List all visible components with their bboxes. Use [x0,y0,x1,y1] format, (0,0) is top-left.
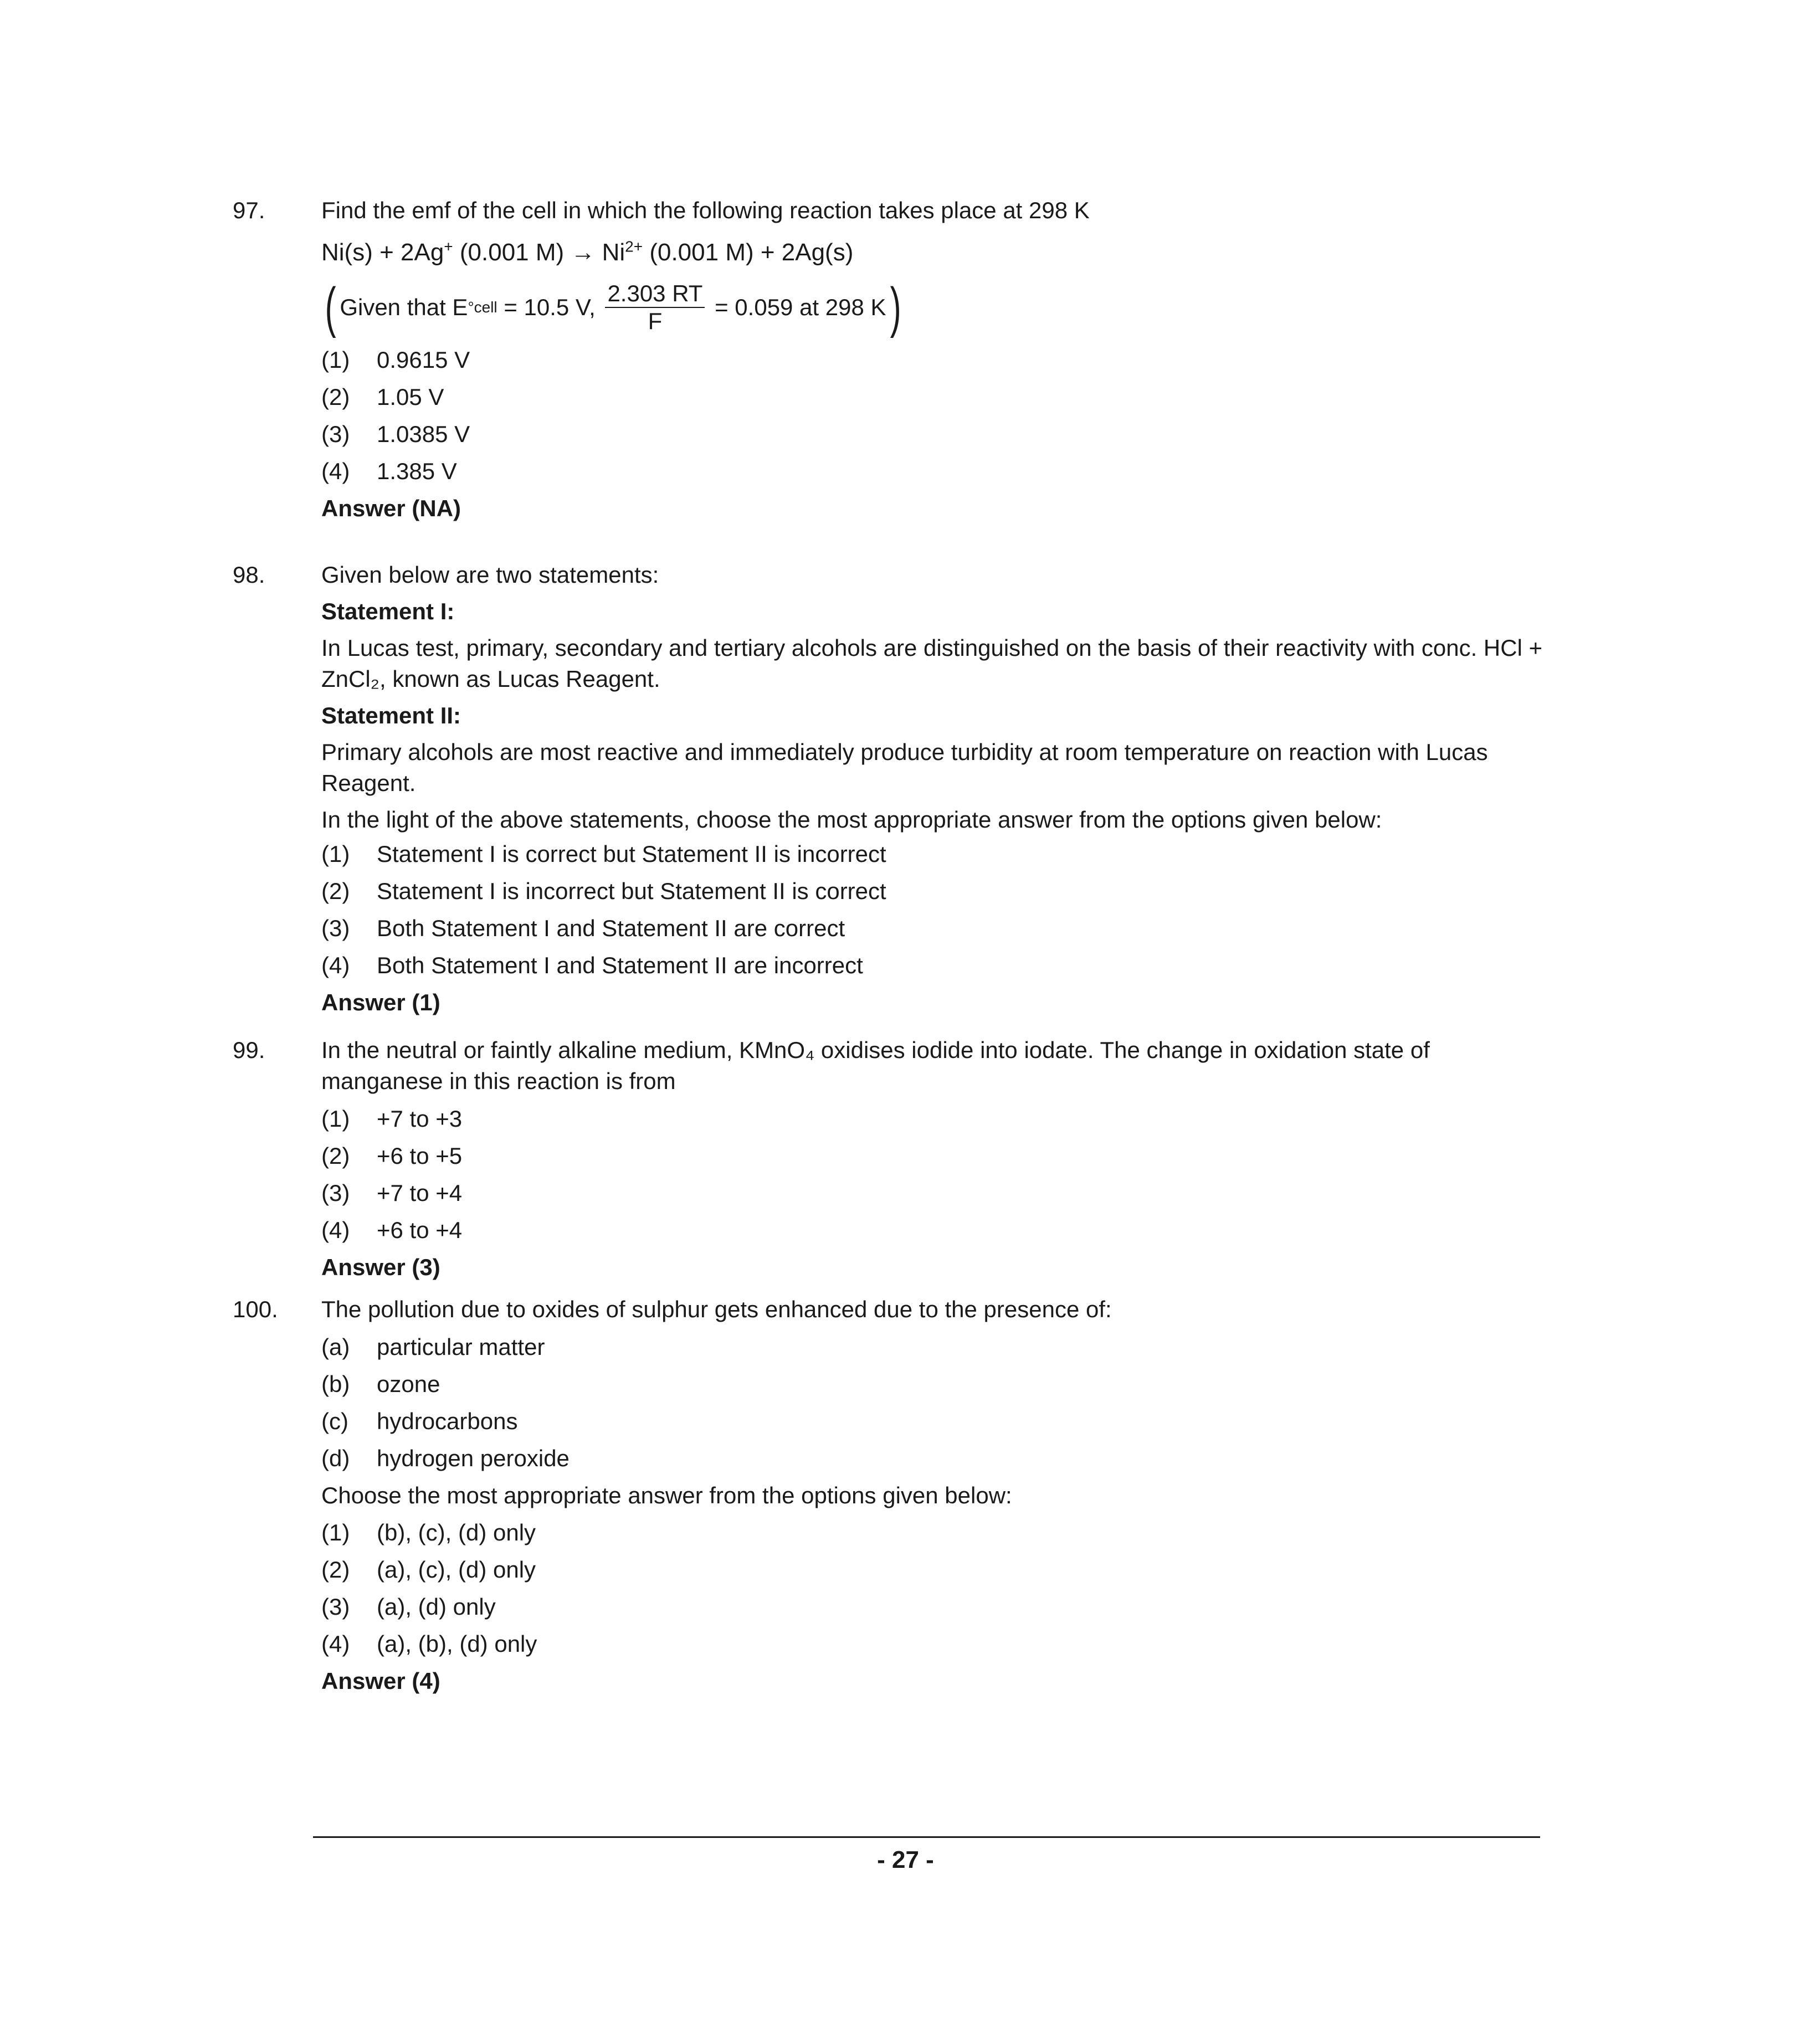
answer: Answer (NA) [321,495,461,521]
option: (2) (a), (c), (d) only [321,1556,536,1583]
left-paren: ( [325,276,336,338]
page-number: - 27 - [877,1846,934,1873]
option: (3) +7 to +4 [321,1179,463,1206]
statement-1-text: In Lucas test, primary, secondary and tertiary alcohols are distinguished on the basis of their reactivity with conc. HCl + ZnCl₂, known as Lucas Reagent. [321,635,1543,692]
option: (1) 0.9615 V [321,346,470,373]
option: (4) 1.385 V [321,458,457,484]
question-98 [233,559,1551,1021]
options-prompt: In the light of the above statements, choose the most appropriate answer from the options given below: [321,807,1382,833]
question-stem: Find the emf of the cell in which the following reaction takes place at 298 K [321,197,1090,223]
list-item: (d) hydrogen peroxide [321,1445,570,1471]
statement-2-title: Statement II: [321,702,461,728]
option: (4) Both Statement I and Statement II are incorrect [321,952,863,978]
answer: Answer (1) [321,989,440,1015]
question-stem: The pollution due to oxides of sulphur gets enhanced due to the presence of: [321,1296,1112,1322]
option: (2) +6 to +5 [321,1142,463,1169]
option: (3) 1.0385 V [321,420,470,447]
answer: Answer (4) [321,1667,440,1694]
option: (1) Statement I is correct but Statement II is incorrect [321,840,886,867]
answer: Answer (3) [321,1254,440,1280]
option: (4) (a), (b), (d) only [321,1630,537,1657]
question-100 [233,1294,1551,1699]
option: (1) (b), (c), (d) only [321,1519,536,1545]
question-stem: In the neutral or faintly alkaline medium, KMnO₄ oxidises iodide into iodate. The change in oxidation state of manganese in this reaction is from [321,1037,1430,1094]
statement-1-title: Statement I: [321,598,455,624]
option: (2) Statement I is incorrect but Statement II is correct [321,877,886,904]
options-prompt: Choose the most appropriate answer from the options given below: [321,1482,1012,1508]
items-list [321,1328,1551,1477]
list-item: (c) hydrocarbons [321,1408,518,1434]
option: (1) +7 to +3 [321,1105,463,1132]
list-item: (a) particular matter [321,1333,545,1360]
option: (3) Both Statement I and Statement II are correct [321,915,845,941]
options-list [321,1514,1551,1662]
question-number: 99. [233,1037,265,1063]
option: (4) +6 to +4 [321,1216,463,1243]
question-number: 97. [233,197,265,223]
question-stem: Given below are two statements: [321,562,659,588]
question-number: 100. [233,1296,278,1322]
option: (2) 1.05 V [321,383,444,410]
list-item: (b) ozone [321,1370,440,1397]
option: (3) (a), (d) only [321,1593,496,1620]
given-data: ( Given that E ° cell = 10.5 V, $\frac{2.303 RT}{F}$ = 0.059 at 298 K ) [325,276,901,338]
options-list [321,341,1551,490]
fraction: $\frac{2.303 RT}{F}$ [605,280,705,335]
question-97 [233,195,1551,527]
right-paren: ) [890,276,901,338]
question-number: 98. [233,562,265,588]
footer-divider [313,1836,1540,1838]
reaction-equation: Ni(s) + 2Ag+ (0.001 $M) \to Ni^{2+}$ (0.001 M) + 2Ag(s) [321,238,854,266]
question-99 [233,1035,1551,1286]
statement-2-text: Primary alcohols are most reactive and immediately produce turbidity at room temperature on reaction with Lucas Reagent. [321,739,1488,796]
options-list [321,1100,1551,1249]
options-list [321,835,1551,984]
